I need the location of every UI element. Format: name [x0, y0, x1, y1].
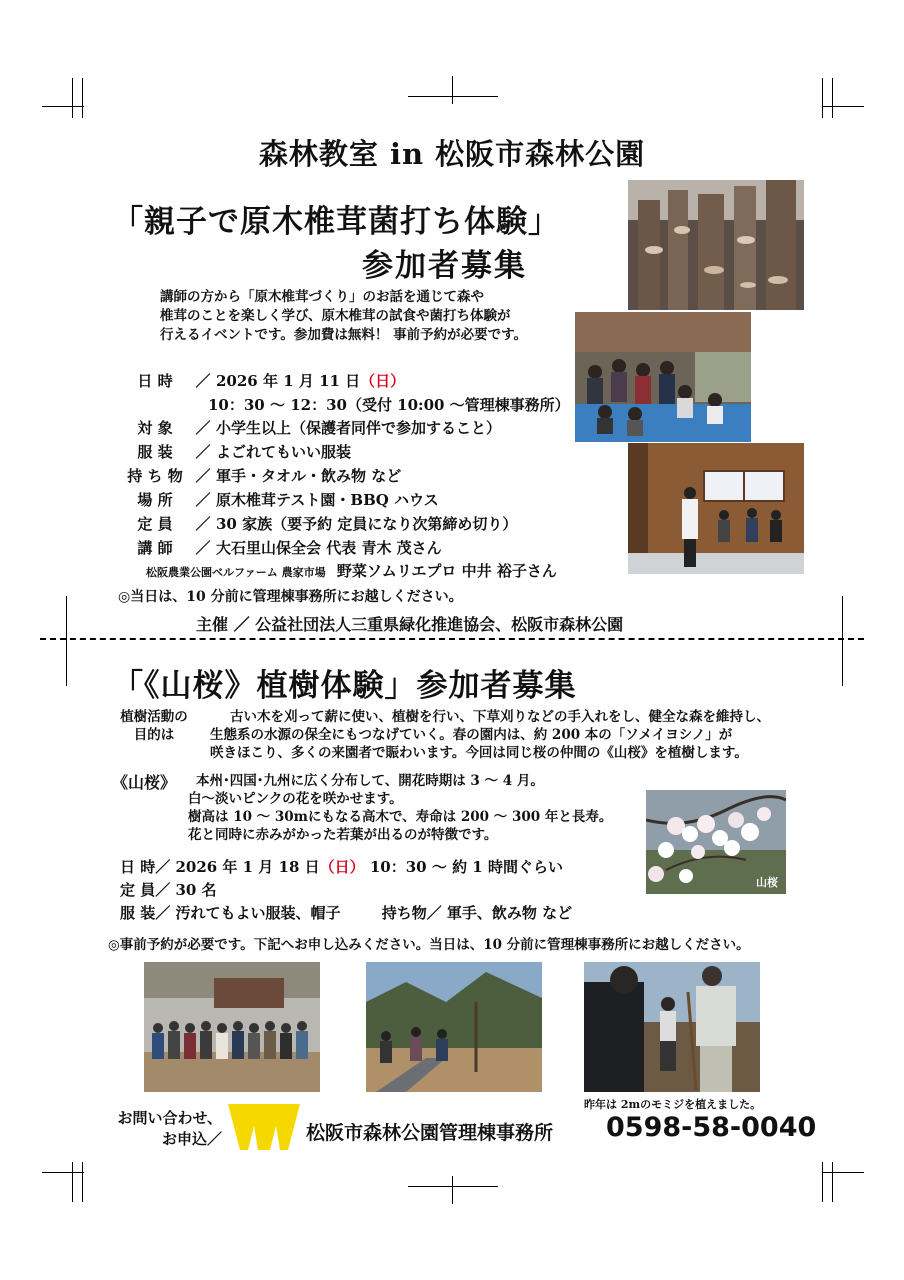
- planting-work-photo: [366, 962, 542, 1092]
- yamazakura-label: 《山桜》: [112, 773, 177, 792]
- crop-mark: [42, 106, 84, 107]
- crop-mark: [452, 76, 453, 104]
- maple-planting-photo: [584, 962, 760, 1092]
- crop-mark: [822, 1162, 823, 1202]
- classroom-photo: [628, 443, 804, 574]
- crop-mark: [822, 1172, 864, 1173]
- yamazakura-photo-caption: 山桜: [756, 876, 778, 889]
- event1-title: 「親子で原木椎茸菌打ち体験」: [112, 204, 560, 240]
- maple-photo-note: 昨年は 2mのモミジを植えました。: [584, 1098, 762, 1111]
- event1-time: 10：30 ～ 12：30（受付 10:00 ～管理棟事務所）: [208, 396, 570, 414]
- event2-date-row: 日 時／ 2026 年 1 月 18 日（日） 10：30 ～ 約 1 時間ぐらい: [120, 858, 563, 876]
- audience-photo: [575, 312, 751, 442]
- crop-mark: [408, 96, 498, 97]
- event1-place-row: 場 所 ／ 原木椎茸テスト園・BBQ ハウス: [137, 491, 439, 509]
- group-photo: [144, 962, 320, 1092]
- crop-mark: [822, 78, 823, 118]
- park-logo: [228, 1104, 300, 1150]
- contact-label: お問い合わせ、 お申込／: [117, 1109, 222, 1148]
- event1-intro: 講師の方から「原木椎茸づくり」のお話を通じて森や 椎茸のことを楽しく学び、原木椎茸の試食や菌打ち体験が 行えるイベントです。参加費は無料！ 事前予約が必要です。: [160, 289, 528, 343]
- crop-mark: [832, 1162, 833, 1202]
- event2-dress-items-row: 服 装／ 汚れてもよい服装、帽子 持ち物／ 軍手、飲み物 など: [120, 904, 573, 922]
- crop-mark: [82, 78, 83, 118]
- event2-purpose-label: 植樹活動の 目的は: [120, 709, 188, 743]
- cut-line: [40, 638, 864, 640]
- crop-mark: [66, 596, 67, 686]
- contact-phone: 0598-58-0040: [606, 1112, 817, 1143]
- crop-mark: [408, 1186, 498, 1187]
- event1-capacity-row: 定 員 ／ 30 家族（要予約 定員になり次第締め切り）: [137, 515, 518, 533]
- event2-purpose: 古い木を刈って薪に使い、植樹を行い、下草刈りなどの手入れをし、健全な森を維持し、 生態系の水源の保全にもつなげていく。春の園内は、約 200 本の「ソメイヨシノ」が 咲きほこり、多くの来園者で賑わいます。今回は同じ桜の仲間の《山桜》を植樹します。: [210, 709, 770, 761]
- crop-mark: [72, 1162, 73, 1202]
- event1-subtitle: 参加者募集: [362, 248, 527, 284]
- contact-org: 松阪市森林公園管理棟事務所: [306, 1122, 554, 1144]
- crop-mark: [72, 78, 73, 118]
- shiitake-log-photo: [628, 180, 804, 310]
- crop-mark: [42, 1172, 84, 1173]
- yamazakura-description: 本州･四国･九州に広く分布して、開花時期は 3 ～ 4 月。 白～淡いピンクの花を咲かせます。 樹高は 10 ～ 30mにもなる高木で、寿命は 200 ～ 300 年と長寿。 花と同時に赤みがかった若葉が出るのが特徴です。: [188, 773, 613, 843]
- event1-target-row: 対 象 ／ 小学生以上（保護者同伴で参加すること）: [137, 419, 502, 437]
- event1-organizer: 主催 ／ 公益社団法人三重県緑化推進協会、松阪市森林公園: [196, 615, 624, 634]
- event1-instructor2-row: 松阪農業公園ベルファーム 農家市場 野菜ソムリエプロ 中井 裕子さん: [146, 562, 557, 580]
- crop-mark: [452, 1176, 453, 1204]
- event1-notice: ◎当日は、10 分前に管理棟事務所にお越しください。: [118, 589, 463, 605]
- event2-capacity: 定 員／ 30 名: [120, 881, 217, 899]
- event2-notice: ◎事前予約が必要です。下記へお申し込みください。当日は、10 分前に管理棟事務所にお越しください。: [108, 937, 750, 953]
- crop-mark: [822, 106, 864, 107]
- event1-items-row: 持 ち 物 ／ 軍手・タオル・飲み物 など: [127, 467, 402, 485]
- page-title: 森林教室 in 松阪市森林公園: [258, 137, 646, 171]
- event1-dress-row: 服 装 ／ よごれてもいい服装: [137, 443, 352, 461]
- crop-mark: [832, 78, 833, 118]
- crop-mark: [82, 1162, 83, 1202]
- event1-date-row: 日 時 ／ 2026 年 1 月 11 日（日）: [137, 372, 406, 390]
- yamazakura-photo: [646, 790, 786, 894]
- crop-mark: [842, 596, 843, 686]
- event1-instructor-row: 講 師 ／ 大石里山保全会 代表 青木 茂さん: [137, 539, 442, 557]
- event2-title: 「《山桜》植樹体験」参加者募集: [112, 668, 577, 704]
